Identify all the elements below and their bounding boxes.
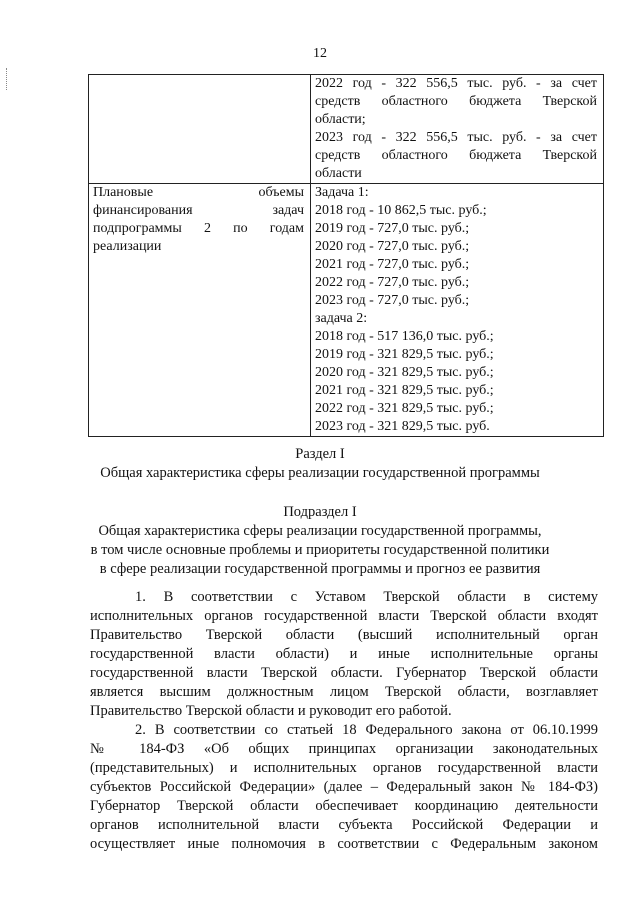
cell-line: средств областного бюджета Тверской (315, 148, 597, 163)
subsection-line: в том числе основные проблемы и приоритеты государственной политики (90, 542, 550, 558)
cell-line: 2018 год - 517 136,0 тыс. руб.; (315, 329, 494, 344)
table-cell-funding-2022-2023 (311, 75, 604, 184)
page-number: 12 (313, 46, 327, 61)
paragraph-line: Правительство Тверской области (высший исполнительный орган (90, 627, 598, 643)
cell-line: 2021 год - 727,0 тыс. руб.; (315, 257, 470, 272)
section-title: Раздел I (295, 446, 345, 462)
table-cell-tasks (311, 184, 604, 437)
paragraph-line: 2. В соответствии со статьей 18 Федерального закона от 06.10.1999 (135, 722, 598, 738)
cell-line: 2023 год - 321 829,5 тыс. руб. (315, 419, 490, 434)
cell-line: Плановые объемы (93, 185, 304, 200)
paragraph-line: 1. В соответствии с Уставом Тверской области в систему (135, 589, 598, 605)
table-row (89, 184, 604, 437)
table-cell-empty (89, 75, 311, 184)
table-cell-label (89, 184, 311, 437)
paragraph-line: Правительство Тверской области и руководит его работой. (90, 703, 452, 719)
paragraph-line: является высшим должностным лицом Тверской области, возглавляет (90, 684, 598, 700)
paragraph-line: (представительных) и исполнительных органов государственной власти (90, 760, 598, 776)
cell-line: 2018 год - 10 862,5 тыс. руб.; (315, 203, 487, 218)
section-heading (0, 445, 640, 483)
paragraph-line: государственной власти области) и иные исполнительные органы (90, 646, 598, 662)
subsection-title: Подраздел I (283, 504, 357, 520)
subsection-heading (0, 503, 640, 579)
cell-line: 2023 год - 322 556,5 тыс. руб. - за счет (315, 130, 597, 145)
paragraph-line: государственной власти Тверской области. Губернатор Тверской области (90, 665, 598, 681)
paragraph-line: Губернатор Тверской области обеспечивает координацию деятельности (90, 798, 598, 814)
paragraph-line: осуществляет иные полномочия в соответствии с Федеральным законом (90, 836, 598, 852)
subsection-line: Общая характеристика сферы реализации государственной программы, (98, 523, 542, 539)
cell-line: Задача 1: (315, 185, 369, 200)
cell-line: 2023 год - 727,0 тыс. руб.; (315, 293, 470, 308)
paragraph-line: органов исполнительной власти субъекта Российской Федерации и (90, 817, 598, 833)
table-row (89, 75, 604, 184)
cell-line: 2020 год - 727,0 тыс. руб.; (315, 239, 470, 254)
cell-line: задача 2: (315, 311, 368, 326)
cell-line: 2021 год - 321 829,5 тыс. руб.; (315, 383, 494, 398)
cell-line: 2022 год - 321 829,5 тыс. руб.; (315, 401, 494, 416)
cell-line: 2020 год - 321 829,5 тыс. руб.; (315, 365, 494, 380)
cell-line: средств областного бюджета Тверской (315, 94, 597, 109)
program-table (88, 74, 604, 437)
subsection-line: в сфере реализации государственной программы и прогноз ее развития (99, 561, 541, 577)
paragraph-2 (90, 721, 598, 854)
cell-line: 2019 год - 727,0 тыс. руб.; (315, 221, 470, 236)
paragraph-1 (90, 588, 598, 721)
paragraph-line: исполнительных органов государственной власти Тверской области входят (90, 608, 598, 624)
cell-line: финансирования задач (93, 203, 304, 218)
cell-line: 2022 год - 322 556,5 тыс. руб. - за счет (315, 76, 597, 91)
section-subtitle: Общая характеристика сферы реализации государственной программы (100, 465, 540, 481)
paragraph-line: субъектов Российской Федерации» (далее – Федеральный закон № 184-ФЗ) (90, 779, 598, 795)
cell-line: 2022 год - 727,0 тыс. руб.; (315, 275, 470, 290)
cell-line: реализации (93, 239, 162, 254)
cell-line: области (315, 166, 362, 181)
paragraph-line: № 184-ФЗ «Об общих принципах организации законодательных (90, 741, 598, 757)
cell-line: 2019 год - 321 829,5 тыс. руб.; (315, 347, 494, 362)
cell-line: подпрограммы 2 по годам (93, 221, 304, 236)
margin-marks (6, 68, 9, 90)
cell-line: области; (315, 112, 366, 127)
